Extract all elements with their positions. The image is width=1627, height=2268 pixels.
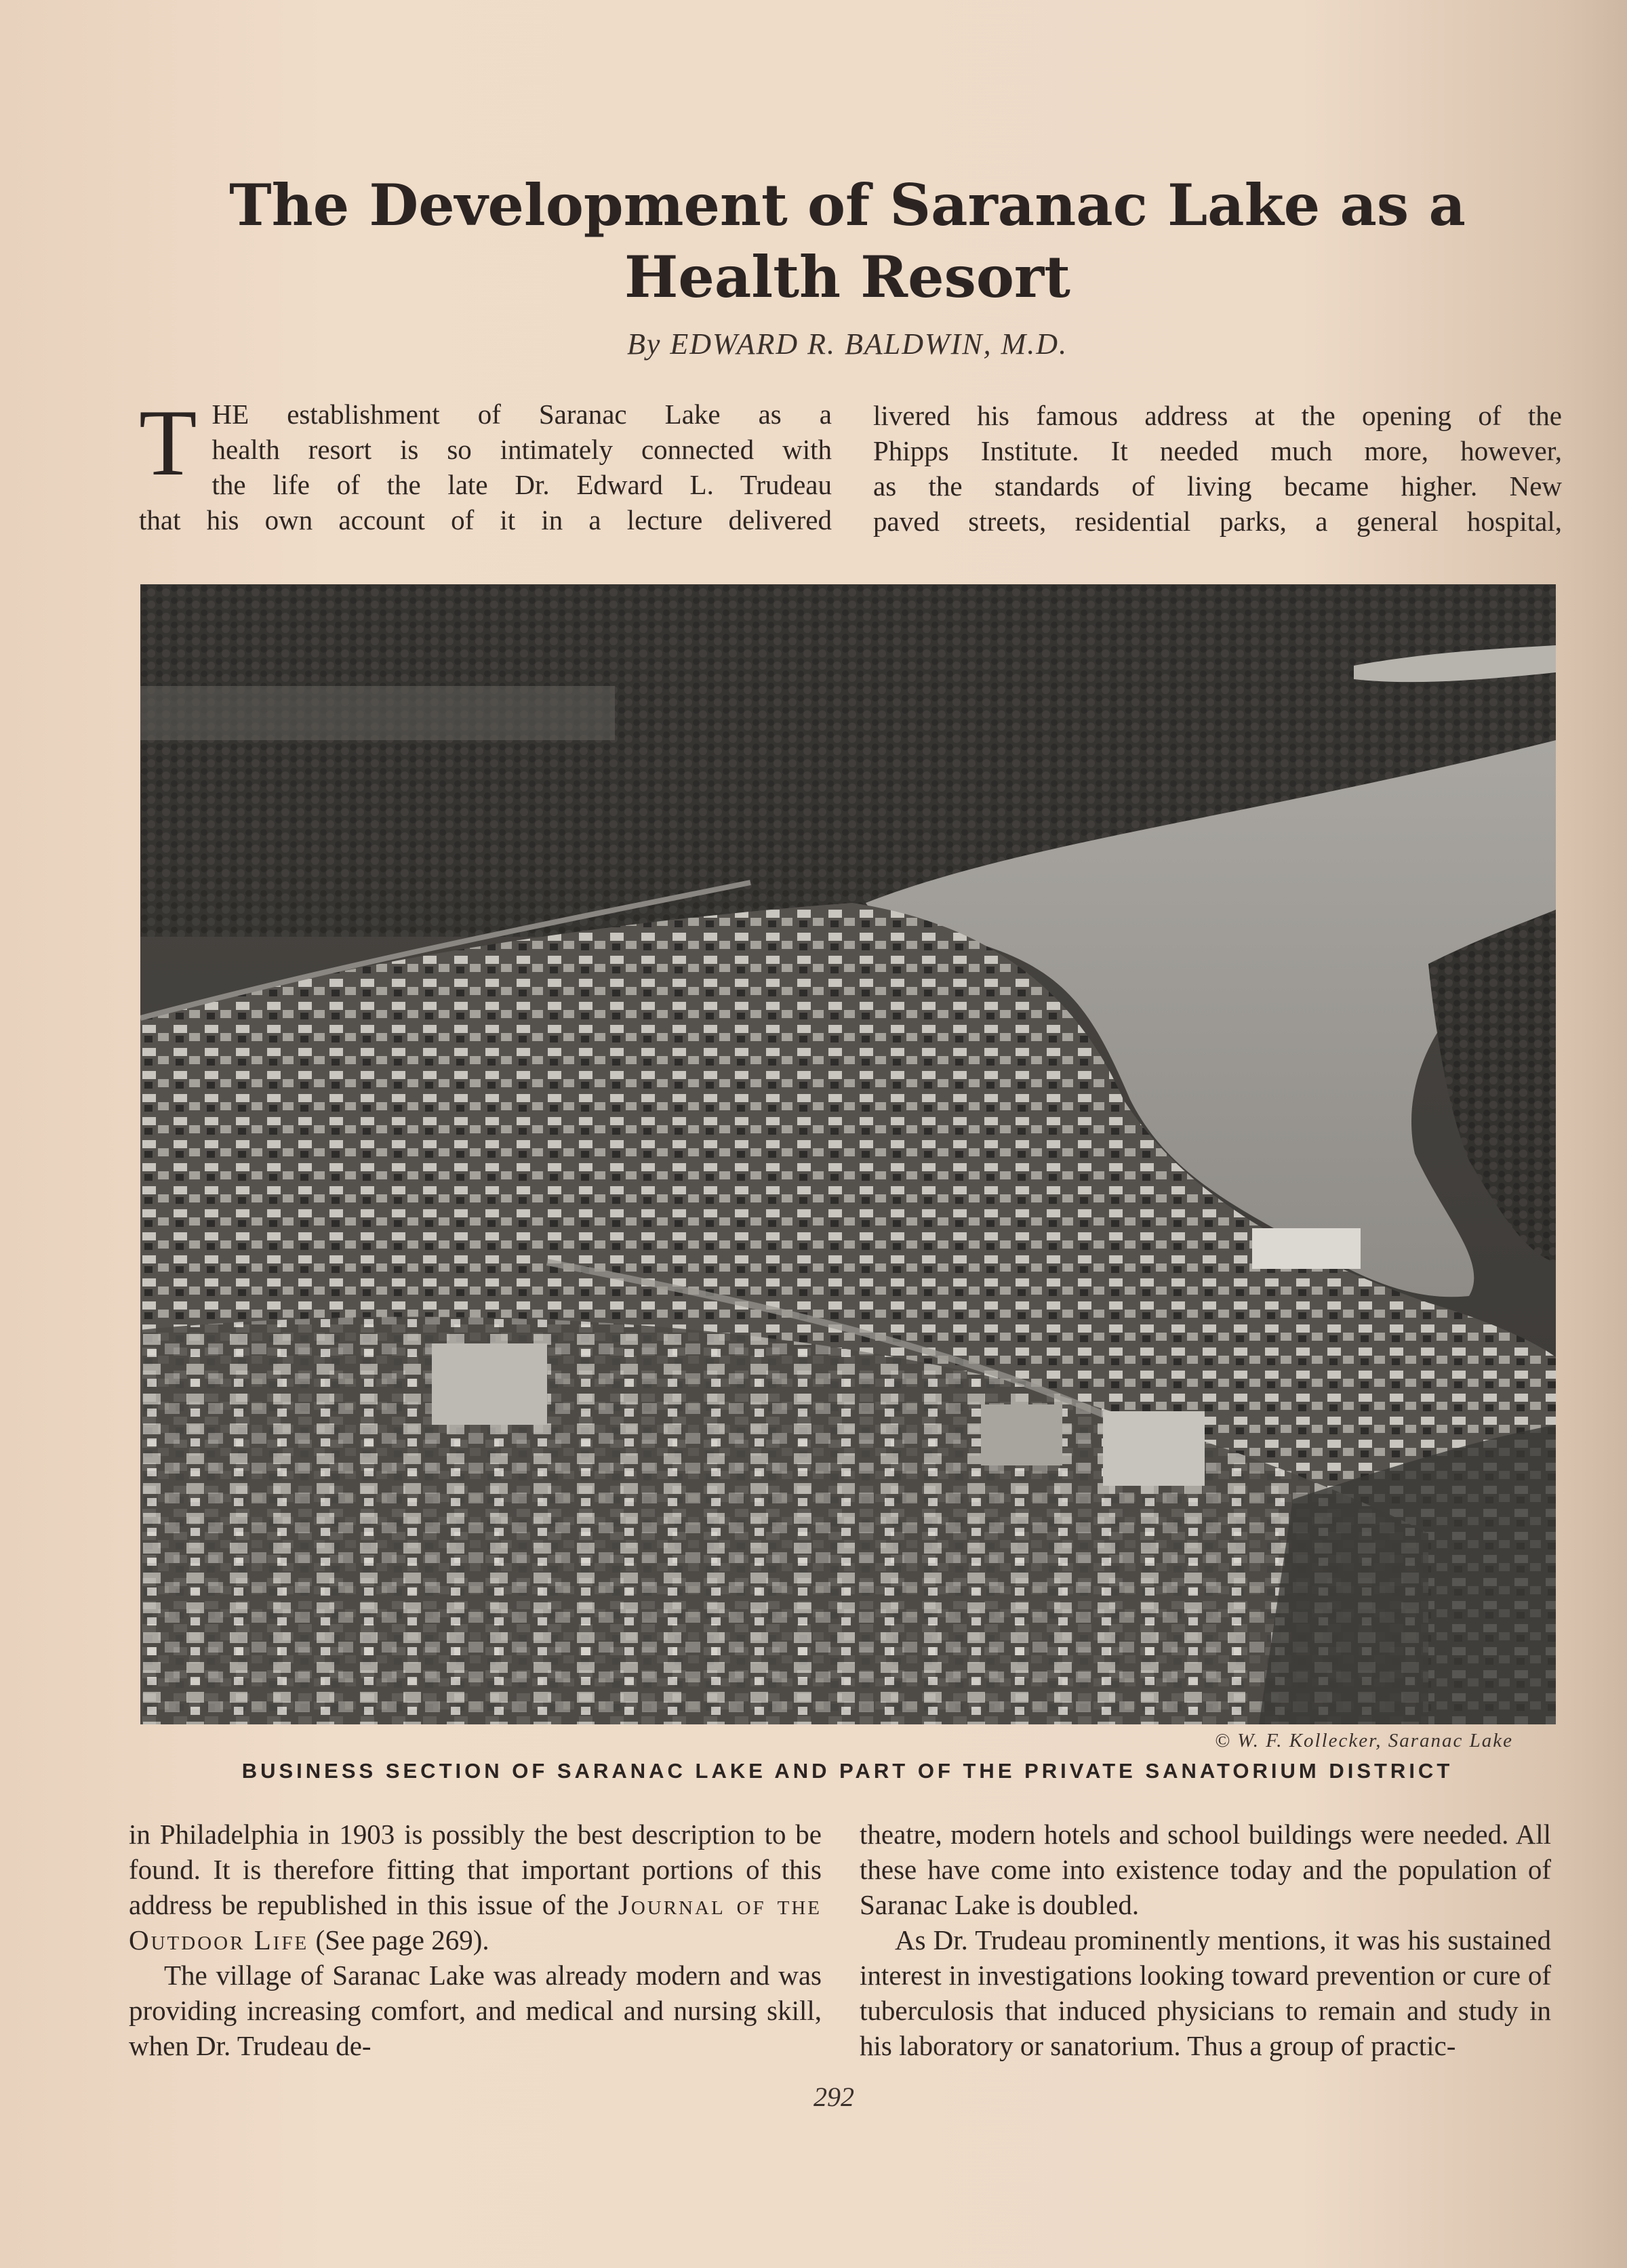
- intro-right-line-4: paved streets, residential parks, a general hospital,: [873, 506, 1562, 537]
- aerial-photograph: [140, 584, 1556, 1724]
- journal-name: Journal of the Outdoor Life: [129, 1889, 822, 1956]
- photo-credit: © W. F. Kollecker, Saranac Lake: [1214, 1730, 1513, 1751]
- intro-right-line-2: Phipps Institute. It needed much more, however,: [873, 435, 1562, 466]
- lower-right-paragraph-1: theatre, modern hotels and school buildings were needed. All these have come into existence today and the population of Saranac Lake is doubled.: [860, 1819, 1551, 1920]
- intro-left-line-1: HE establishment of Saranac Lake as a: [212, 399, 832, 430]
- intro-left-line-3: the life of the late Dr. Edward L. Trudeau: [212, 469, 832, 500]
- intro-left-line-4: that his own account of it in a lecture delivered: [139, 504, 832, 535]
- drop-cap: T: [139, 390, 197, 495]
- lower-column-left: [129, 1817, 822, 2063]
- intro-column-right: [873, 398, 1562, 539]
- article-title-line-1: The Development of Saranac Lake as a: [229, 171, 1466, 239]
- page-number: 292: [813, 2082, 854, 2112]
- lower-left-p1-start: in Philadelphia in 1903 is possibly the best description to be found. It is therefore fitting that important portions of this address be republished in this issue of the: [129, 1819, 822, 1920]
- intro-right-line-1: livered his famous address at the opening of the: [873, 400, 1562, 431]
- intro-left-line-2: health resort is so intimately connected with: [212, 434, 832, 465]
- article-byline: By EDWARD R. BALDWIN, M.D.: [626, 327, 1068, 361]
- intro-column-left: [139, 390, 832, 538]
- intro-left-lines: [139, 390, 832, 502]
- article-title-line-2: Health Resort: [624, 243, 1070, 310]
- lower-left-paragraph-1: [129, 1817, 822, 1958]
- lower-left-p1-end: (See page 269).: [315, 1924, 489, 1956]
- intro-right-line-3: as the standards of living became higher. New: [873, 470, 1562, 502]
- article-title: [136, 169, 1559, 313]
- lower-right-paragraph-2: As Dr. Trudeau prominently mentions, it was his sustained interest in investigations looking toward prevention or cure of tuberculosis that induced physicians to remain and study in his laboratory or sanatorium. Thus a group of practic-: [860, 1924, 1551, 2061]
- photo-caption: BUSINESS SECTION OF SARANAC LAKE AND PART OF THE PRIVATE SANATORIUM DISTRICT: [241, 1759, 1453, 1783]
- intro-left-last: [139, 502, 832, 538]
- lower-column-right: [860, 1817, 1551, 2063]
- lower-left-paragraph-2: The village of Saranac Lake was already modern and was providing increasing comfort, and medical and nursing skill, when Dr. Trudeau de-: [129, 1960, 822, 2061]
- aerial-photo-svg: [140, 584, 1556, 1724]
